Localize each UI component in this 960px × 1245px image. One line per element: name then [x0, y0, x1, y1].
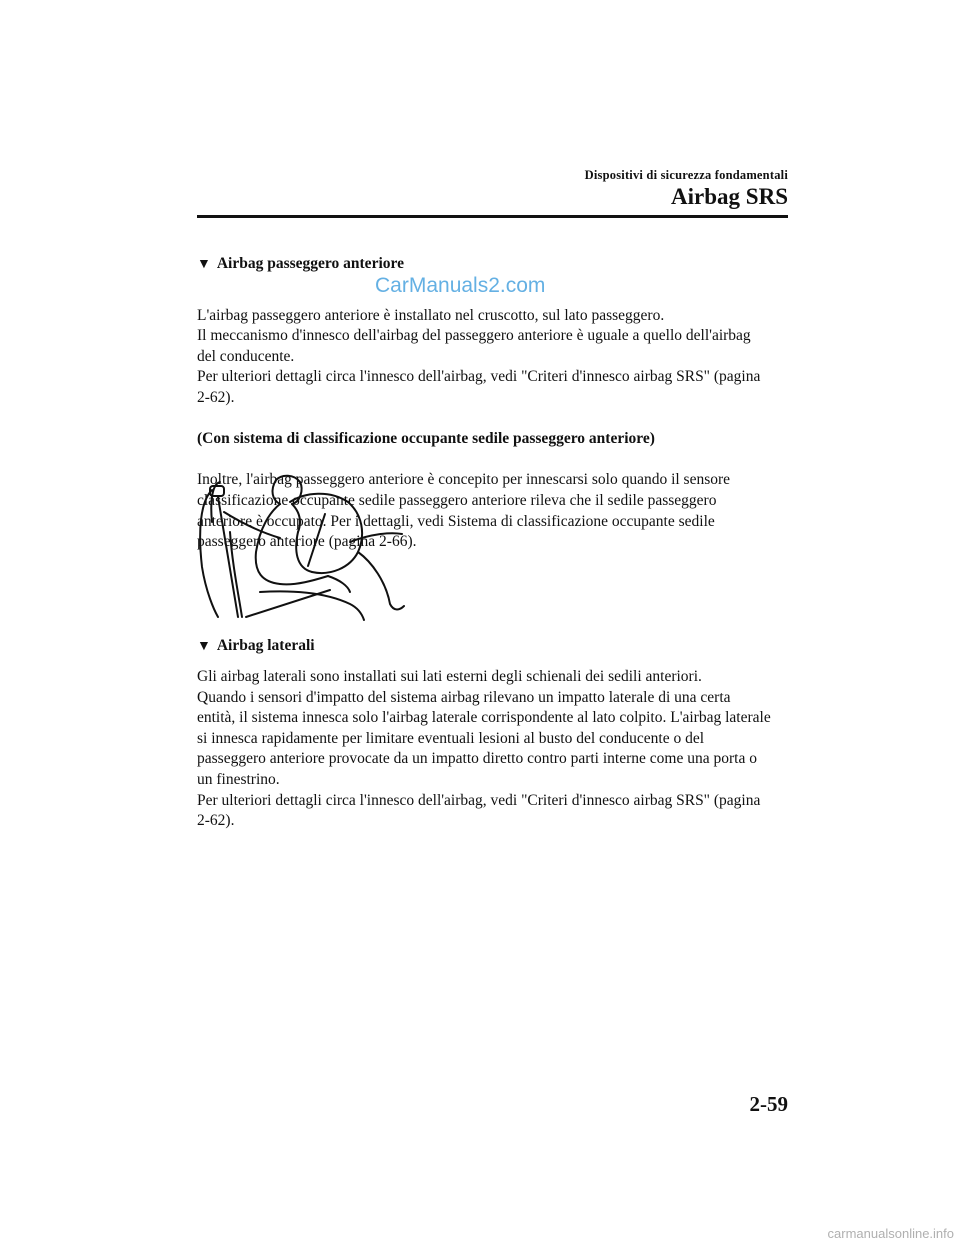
section-title-text: Airbag passeggero anteriore: [216, 255, 404, 272]
passenger-airbag-illustration: [190, 472, 412, 622]
section-title-passenger-airbag: [197, 255, 404, 273]
side-airbags-paragraph: Gli airbag laterali sono installati sui lati esterni degli schienali dei sedili anteriori. Quando i sensori d'impatto del sistema airbag rilevano un impatto laterale di una certa entità, il sistema innesca solo l'airbag laterale corrispondente al lato colpito. L'airbag laterale si innesca rapidamente per limitare eventuali lesioni al busto del conducente o del passeggero anteriore provocate da un impatto diretto contro parti interne come una porta o un finestrino. Per ulteriori dettagli circa l'innesco dell'airbag, vedi "Criteri d'innesco airbag SRS" (pagina 2-62).: [197, 668, 771, 830]
header-subtitle: Dispositivi di sicurezza fondamentali: [584, 168, 788, 182]
header-title: Airbag SRS: [671, 184, 788, 209]
triangle-marker-icon: ▼: [197, 257, 211, 272]
paragraph-text: L'airbag passeggero anteriore è installato nel cruscotto, sul lato passeggero. Il meccanismo d'innesco dell'airbag del passeggero anteriore è uguale a quello dell'airbag del conducente. Per ulteriori dettagli circa l'innesco dell'airbag, vedi "Criteri d'innesco airbag SRS" (pagina 2-62).: [197, 306, 761, 406]
section-title-text: Airbag laterali: [216, 637, 315, 654]
paragraph-text: Inoltre, l'airbag passeggero anteriore è concepito per innescarsi solo quando il sensore classificazione occupante sedile passeggero anteriore rileva che il sedile passeggero anteriore è occupato. Per i dettagli, vedi Sistema di classificazione occupante sedile passeggero anteriore (pagina 2-66).: [197, 471, 731, 551]
page-number: 2-59: [749, 1092, 788, 1116]
watermark-carmanuals: CarManuals2.com: [375, 274, 546, 297]
triangle-marker-icon: ▼: [197, 639, 211, 654]
paragraph-bold-line: (Con sistema di classificazione occupante sedile passeggero anteriore): [197, 430, 655, 448]
header-rule: [197, 215, 788, 218]
footer-watermark: carmanualsonline.info: [827, 1226, 954, 1241]
section-title-side-airbags: [197, 637, 315, 655]
